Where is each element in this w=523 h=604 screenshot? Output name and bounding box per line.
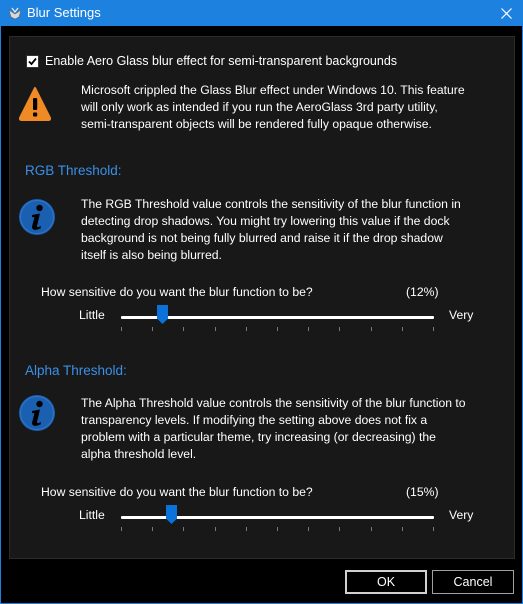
close-button[interactable]	[489, 0, 523, 26]
aero-glass-checkbox-label: Enable Aero Glass blur effect for semi-transparent backgrounds	[45, 54, 398, 68]
slider-tick	[121, 327, 122, 331]
alpha-threshold-slider[interactable]	[121, 505, 434, 529]
rgb-description	[81, 196, 461, 264]
info-icon	[18, 394, 56, 432]
slider-tick	[402, 527, 403, 531]
alpha-sensitivity-question: How sensitive do you want the blur function to be?	[41, 485, 313, 499]
description-line: The Alpha Threshold value controls the sensitivity of the blur function to	[81, 396, 466, 410]
slider-tick	[215, 527, 216, 531]
slider-tick	[277, 527, 278, 531]
description-line: itself is also being blurred.	[81, 248, 222, 262]
aero-glass-checkbox[interactable]	[26, 55, 39, 68]
description-line: alpha threshold level.	[81, 447, 197, 461]
settings-panel	[9, 36, 515, 559]
slider-thumb[interactable]	[166, 505, 177, 524]
slider-tick	[121, 527, 122, 531]
warning-triangle-icon	[18, 85, 52, 123]
description-line: detecting drop shadows. You might try lowering this value if the dock	[81, 214, 450, 228]
rgb-threshold-heading: RGB Threshold:	[25, 163, 122, 178]
slider-tick	[433, 527, 434, 531]
slider-tick	[308, 527, 309, 531]
slider-tick	[433, 327, 434, 331]
checkmark-icon	[28, 57, 37, 66]
slider-tick	[371, 327, 372, 331]
warning-line: semi-transparent objects will be rendered fully opaque otherwise.	[81, 117, 432, 131]
window-title: Blur Settings	[27, 5, 101, 20]
slider-tick	[277, 327, 278, 331]
slider-tick	[339, 327, 340, 331]
rgb-max-label: Very	[449, 308, 474, 322]
bird-app-icon	[7, 5, 23, 21]
rgb-sensitivity-question: How sensitive do you want the blur function to be?	[41, 285, 313, 299]
slider-tick	[152, 327, 153, 331]
slider-tick	[308, 327, 309, 331]
warning-line: Microsoft crippled the Glass Blur effect under Windows 10. This feature	[81, 83, 465, 97]
alpha-percent-label: (15%)	[406, 485, 439, 499]
alpha-description	[81, 395, 466, 463]
description-line: transparency levels. If modifying the setting above does not fix a	[81, 413, 428, 427]
alpha-max-label: Very	[449, 508, 474, 522]
slider-tick	[246, 527, 247, 531]
slider-tick	[402, 327, 403, 331]
alpha-min-label: Little	[79, 508, 105, 522]
title-bar	[0, 0, 523, 26]
slider-tick	[152, 527, 153, 531]
rgb-min-label: Little	[79, 308, 105, 322]
slider-tick	[371, 527, 372, 531]
aero-glass-checkbox-row[interactable]	[26, 54, 397, 68]
info-icon	[18, 198, 56, 236]
rgb-threshold-slider[interactable]	[121, 305, 434, 329]
description-line: background is not being fully blurred and raise it if the drop shadow	[81, 231, 443, 245]
ok-button[interactable]: OK	[345, 570, 427, 594]
window-border-left	[0, 26, 1, 604]
slider-thumb[interactable]	[157, 305, 168, 324]
slider-tick	[183, 327, 184, 331]
description-line: The RGB Threshold value controls the sensitivity of the blur function in	[81, 197, 461, 211]
slider-tick	[215, 327, 216, 331]
slider-tick	[183, 527, 184, 531]
close-icon	[501, 8, 512, 19]
alpha-threshold-heading: Alpha Threshold:	[25, 363, 127, 378]
rgb-percent-label: (12%)	[406, 285, 439, 299]
cancel-button[interactable]: Cancel	[432, 570, 514, 594]
warning-line: will only work as intended if you run the AeroGlass 3rd party utility,	[81, 100, 438, 114]
slider-tick	[246, 327, 247, 331]
aero-warning-text	[81, 82, 465, 133]
slider-tick	[339, 527, 340, 531]
description-line: problem with a particular theme, try increasing (or decreasing) the	[81, 430, 436, 444]
